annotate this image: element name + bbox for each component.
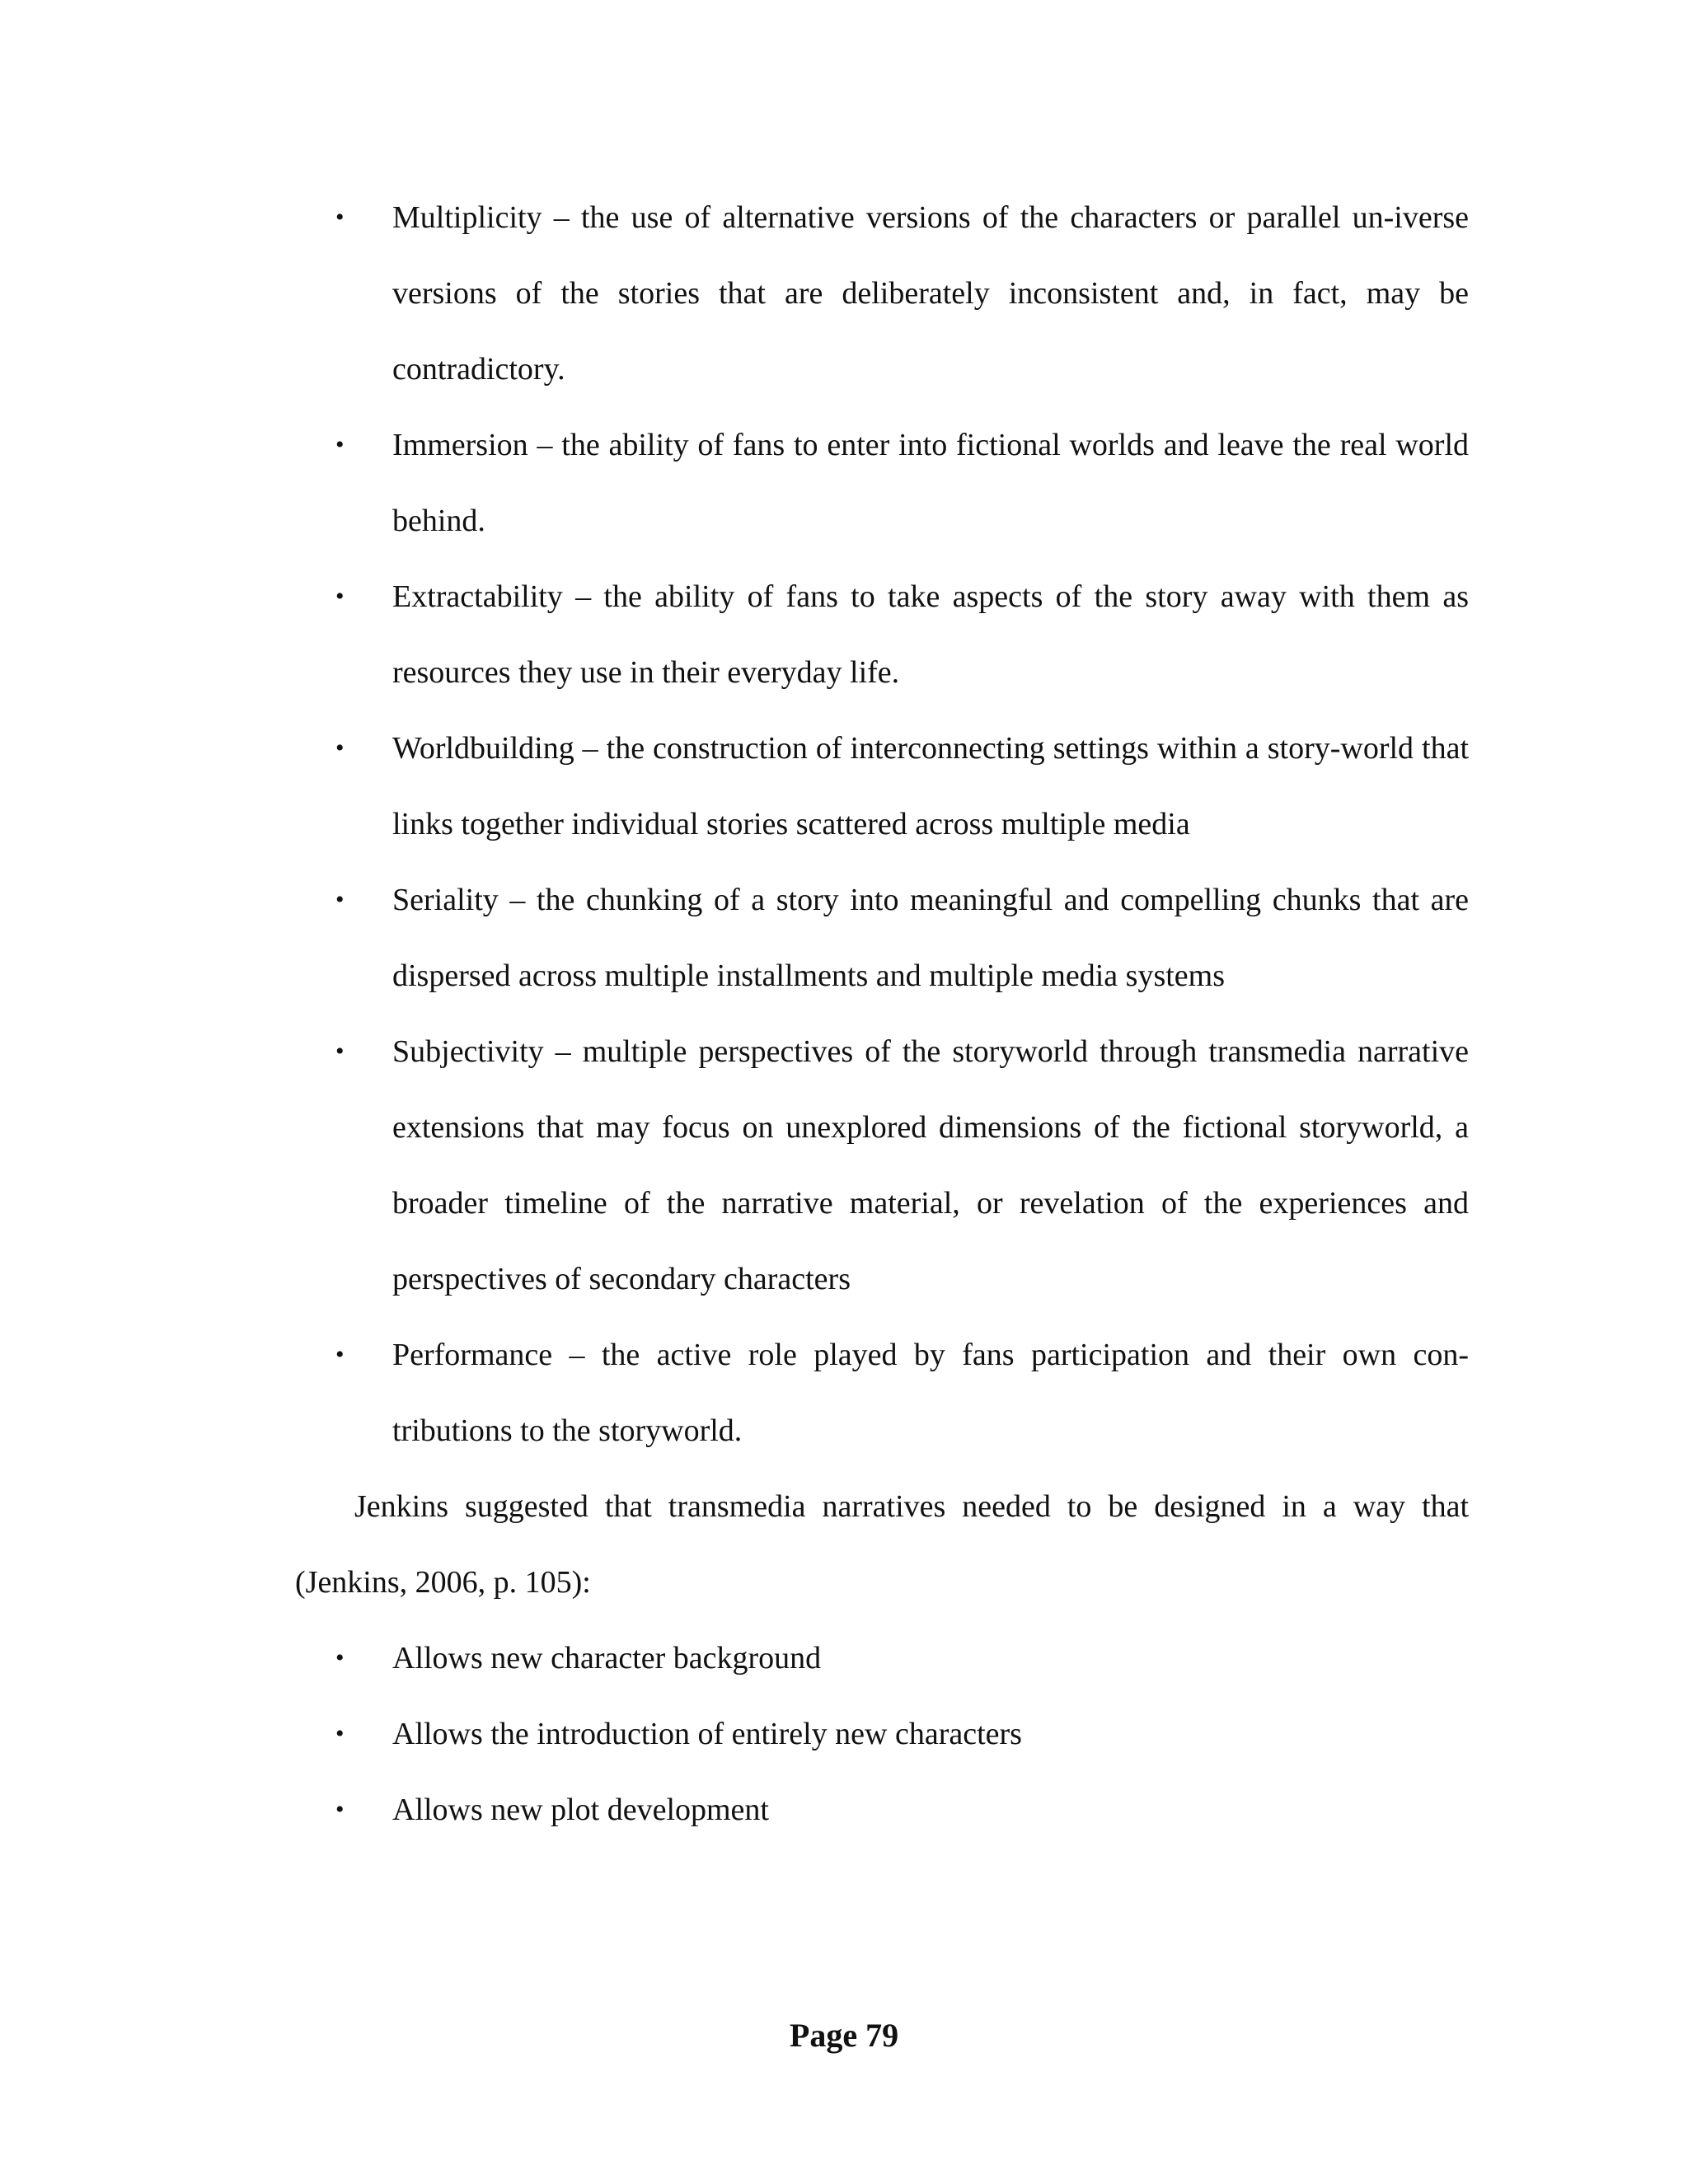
- bullet-icon: •: [335, 204, 345, 231]
- list-item: [335, 180, 1469, 407]
- bullet-icon: •: [335, 1038, 345, 1065]
- list-item: [335, 1772, 1469, 1848]
- bullet-icon: •: [335, 1341, 345, 1368]
- list-item: [335, 1696, 1469, 1772]
- bullet-list-design-requirements: [295, 1620, 1469, 1848]
- list-item-text: Allows new plot development: [392, 1793, 769, 1827]
- page-number: Page 79: [789, 2017, 899, 2054]
- bullet-icon: •: [335, 583, 345, 610]
- body-paragraph: Jenkins suggested that transmedia narratives needed to be designed in a way that (Jenkins, 2006, p. 105):: [295, 1489, 1469, 1600]
- bullet-icon: •: [335, 734, 345, 762]
- bullet-icon: •: [335, 1796, 345, 1823]
- list-item-text: Extractability – the ability of fans to take aspects of the story away with them as resources they use in their everyday life.: [392, 579, 1469, 690]
- list-item-text: Subjectivity – multiple perspectives of the storyworld through transmedia narrative extensions that may focus on unexplored dimensions of the fictional storyworld, a broader timeline of the narrative material, or revelation of the experiences and perspectives of secondary characters: [392, 1034, 1469, 1296]
- list-item-text: Allows the introduction of entirely new characters: [392, 1717, 1022, 1751]
- list-item-text: Allows new character background: [392, 1641, 822, 1675]
- list-item-text: Performance – the active role played by fans participation and their own con-tributions to the storyworld.: [392, 1338, 1469, 1448]
- bullet-icon: •: [335, 1720, 345, 1747]
- list-item: [335, 1317, 1469, 1469]
- page-content: [295, 180, 1469, 1848]
- list-item-text: Multiplicity – the use of alternative versions of the characters or parallel un-iverse versions of the stories that are deliberately inconsistent and, in fact, may be contradictory.: [392, 200, 1469, 387]
- bullet-icon: •: [335, 1644, 345, 1671]
- bullet-list-characteristics: [295, 180, 1469, 1469]
- list-item-text: Immersion – the ability of fans to enter into fictional worlds and leave the real world behind.: [392, 428, 1469, 538]
- bullet-icon: •: [335, 431, 345, 458]
- list-item: [335, 407, 1469, 559]
- list-item: [335, 862, 1469, 1014]
- list-item: [335, 559, 1469, 710]
- bullet-icon: •: [335, 886, 345, 913]
- list-item: [335, 710, 1469, 862]
- list-item-text: Worldbuilding – the construction of interconnecting settings within a story-world that links together individual stories scattered across multiple media: [392, 731, 1469, 841]
- list-item: [335, 1014, 1469, 1317]
- list-item-text: Seriality – the chunking of a story into meaningful and compelling chunks that are dispersed across multiple installments and multiple media systems: [392, 883, 1469, 993]
- list-item: [335, 1620, 1469, 1696]
